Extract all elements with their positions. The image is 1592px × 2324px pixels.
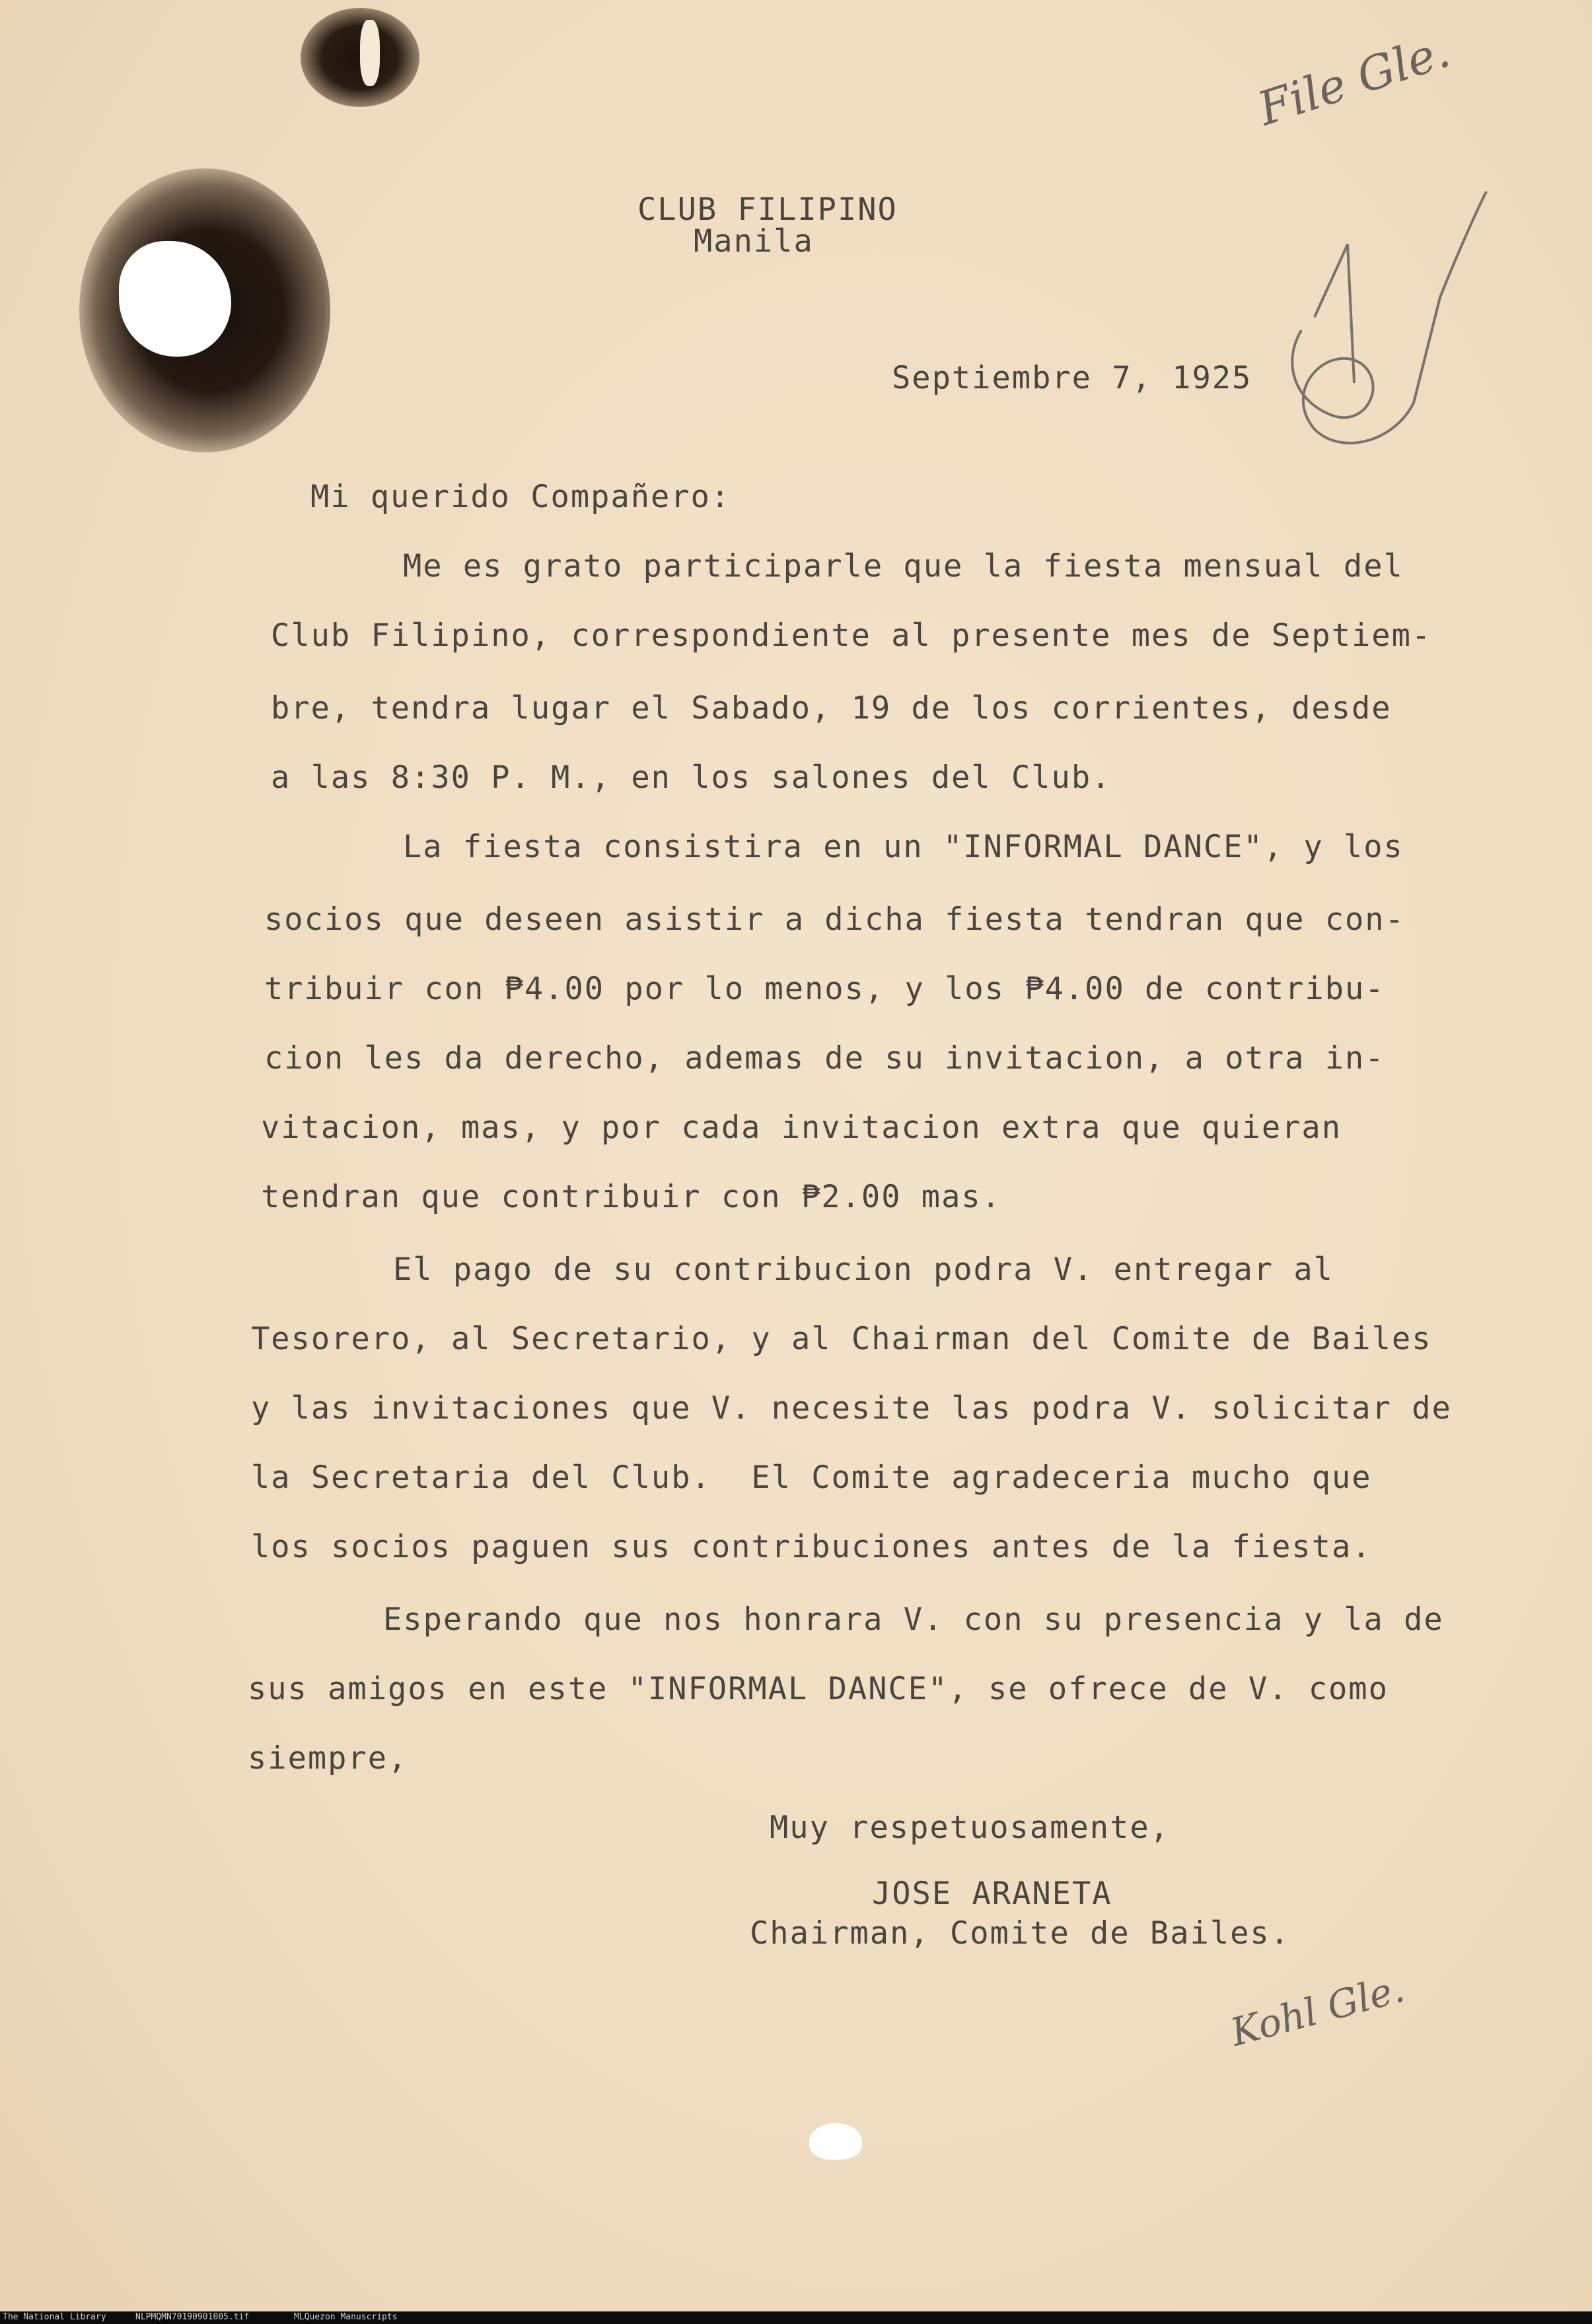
- body-line: sus amigos en este "INFORMAL DANCE", se ofrece de V. como: [248, 1671, 1389, 1707]
- body-line: Club Filipino, correspondiente al presente mes de Septiem-: [271, 617, 1432, 654]
- body-line: siempre,: [248, 1740, 408, 1777]
- handwritten-scribble-icon: [1255, 165, 1506, 482]
- body-line: la Secretaria del Club. El Comite agradeceria mucho que: [251, 1460, 1372, 1496]
- handwritten-note-top: File Gle.: [1251, 23, 1457, 137]
- body-line: vitacion, mas, y por cada invitacion extra que quieran: [261, 1109, 1342, 1146]
- burn-scorch-light: [360, 20, 380, 86]
- body-line: los socios paguen sus contribuciones antes de la fiesta.: [251, 1529, 1372, 1565]
- scan-footer: [0, 2311, 1592, 2324]
- body-line: socios que deseen asistir a dicha fiesta tendran que con-: [264, 901, 1405, 938]
- signer-name: JOSE ARANETA: [872, 1876, 1112, 1912]
- body-line: Esperando que nos honrara V. con su presencia y la de: [383, 1602, 1444, 1638]
- paper-hole-bottom: [809, 2123, 862, 2160]
- body-line: y las invitaciones que V. necesite las podra V. solicitar de: [251, 1390, 1452, 1426]
- salutation: Mi querido Compañero:: [310, 479, 731, 515]
- body-line: tribuir con ₱4.00 por lo menos, y los ₱4.00 de contribu-: [264, 971, 1385, 1007]
- body-line: tendran que contribuir con ₱2.00 mas.: [261, 1179, 1001, 1215]
- letter-date: Septiembre 7, 1925: [892, 360, 1252, 396]
- signer-title: Chairman, Comite de Bailes.: [750, 1915, 1291, 1952]
- closing: Muy respetuosamente,: [770, 1810, 1170, 1846]
- handwritten-note-bottom: Kohl Gle.: [1225, 1965, 1409, 2055]
- body-line: La fiesta consistira en un "INFORMAL DANCE", y los: [403, 829, 1404, 865]
- letterhead-name: CLUB FILIPINO: [637, 192, 898, 228]
- letterhead-city: Manila: [694, 223, 814, 260]
- footer-filename: NLPMQMN70190901005.tif: [135, 2312, 250, 2322]
- body-line: Tesorero, al Secretario, y al Chairman del Comite de Bailes: [251, 1321, 1432, 1357]
- body-line: bre, tendra lugar el Sabado, 19 de los corrientes, desde: [271, 690, 1392, 726]
- body-line: El pago de su contribucion podra V. entregar al: [393, 1251, 1334, 1288]
- footer-library: The National Library: [3, 2312, 106, 2322]
- footer-collection: MLQuezon Manuscripts: [294, 2312, 398, 2322]
- body-line: Me es grato participarle que la fiesta mensual del: [403, 548, 1404, 584]
- body-line: cion les da derecho, ademas de su invitacion, a otra in-: [264, 1040, 1385, 1076]
- body-line: a las 8:30 P. M., en los salones del Club.: [271, 759, 1112, 796]
